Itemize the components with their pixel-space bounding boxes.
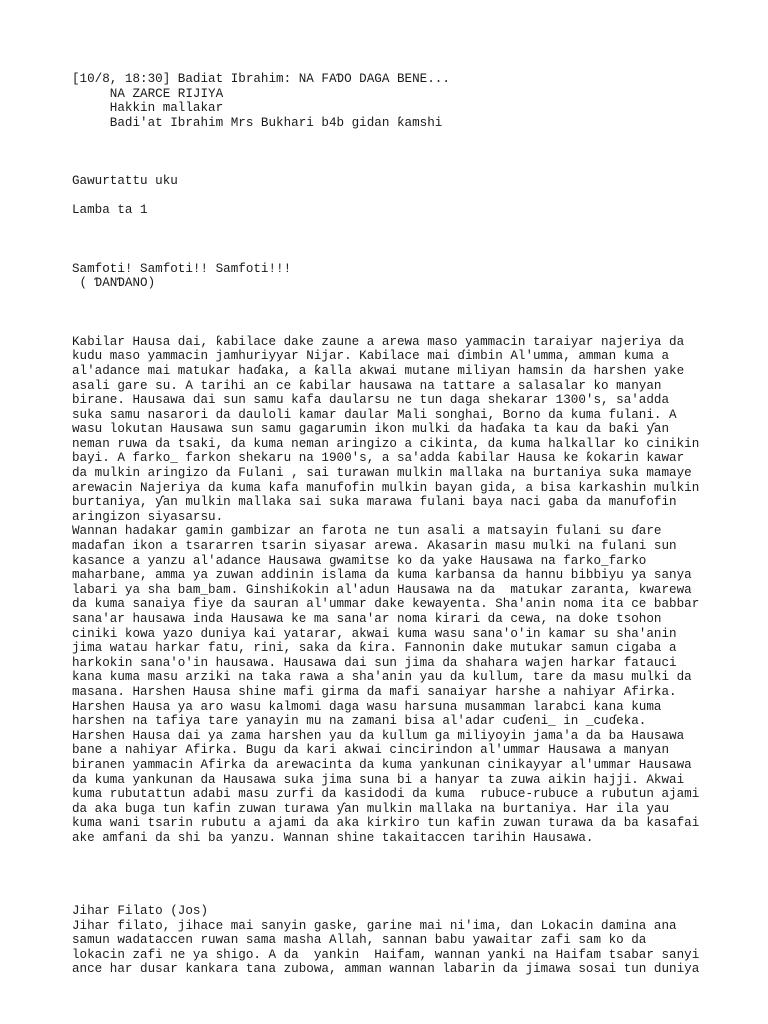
- text-line: aringizon siyasarsu.: [72, 509, 224, 524]
- text-line: al'adance mai matukar haɗaka, a ƙalla akwai mutane miliyan hamsin da harshen yake: [72, 363, 685, 378]
- text-line: da aka buga tun kafin zuwan turawa ƴan mulkin mallaka na burtaniya. Har ila yau: [72, 801, 670, 816]
- text-line: kana kuma masu arziki na taka rawa a sha'anin yau da kullum, tare da masu mulki da: [72, 670, 692, 685]
- text-line: bane a nahiyar Afirka. Bugu da kari akwai cincirindon al'ummar Hausawa a manyan: [72, 743, 670, 758]
- text-line: da kuma sanaiya fiye da sauran al'ummar dake kewayenta. Sha'anin noma ita ce babbar: [72, 597, 700, 612]
- text-line: Harshen Hausa dai ya zama harshen yau da kullum ga miliyoyin jama'a da ba Hausawa: [72, 728, 685, 743]
- paragraph-jos: [72, 904, 712, 977]
- text-line: jima watau harkar fatu, rini, saka da ƙira. Fannonin dake mutukar samun cigaba a: [72, 641, 677, 656]
- text-line: birane. Hausawa dai sun samu kafa daularsu ne tun daga shekarar 1300's, sa'adda: [72, 393, 670, 408]
- text-line: kuma rubutattun adabi masu zurfi da kasidodi da kuma rubuce-rubuce a rubutun ajami: [72, 787, 700, 802]
- text-line: masana. Harshen Hausa shine mafi girma da mafi sanaiyar harshe a nahiyar Afirka.: [72, 684, 677, 699]
- text-line: sana'ar hausawa inda Hausawa ke ma sana'ar noma kirari da cewa, na doke tsohon: [72, 612, 662, 627]
- text-line: ciniki kowa yazo duniya kai yatarar, akwai kuma wasu sana'o'in kamar su sha'anin: [72, 626, 677, 641]
- paragraph-history: [72, 335, 712, 846]
- text-line: harkokin sana'o'in hausawa. Hausawa dai sun jima da shahara wajen harkar fatauci: [72, 655, 677, 670]
- text-line: Harshen Hausa ya aro wasu kalmomi daga wasu harsuna musamman larabci kana kuma: [72, 699, 662, 714]
- document-page: [72, 72, 712, 977]
- section-heading: Lamba ta 1: [72, 203, 148, 218]
- text-line: labari ya sha bam_bam. Ginshiƙokin al'adun Hausawa na da matukar zaranta, kwarewa: [72, 582, 692, 597]
- text-line: neman ruwa da tsaki, da kuma neman aringizo a cikinta, da kuma halkallar ko cinikin: [72, 436, 700, 451]
- text-line: Jihar filato, jihace mai sanyin gaske, garine mai ni'ima, dan Lokacin damina ana: [72, 918, 677, 933]
- text-line: harshen na tafiya tare yanayin mu na zamani bisa al'adar cuɗeni_ in _cuɗeka.: [72, 714, 647, 729]
- text-line: Wannan hadakar gamin gambizar an farota ne tun asali a matsayin fulani su ɗare: [72, 524, 662, 539]
- header-line: Badi'at Ibrahim Mrs Bukhari b4b gidan ƙamshi: [72, 115, 443, 130]
- text-line: maharbane, amma ya zuwan addinin islama da kuma karbansa da hannu bibbiyu ya sanya: [72, 568, 692, 583]
- section-heading: Gawurtattu uku: [72, 174, 178, 189]
- text-line: asali gare su. A tarihi an ce ƙabilar hausawa na tattare a salasalar ko manyan: [72, 378, 662, 393]
- section-heading: ( ƊANƊANO): [72, 276, 156, 291]
- text-line: Kabilar Hausa dai, ƙabilace dake zaune a arewa maso yammacin taraiyar najeriya da: [72, 334, 685, 349]
- text-line: lokacin zafi ne ya shigo. A da yankin Haifam, wannan yanki na Haifam tsabar sanyi: [72, 947, 700, 962]
- text-line: da kuma yankunan da Hausawa suka jima suna bi a hanyar ta zuwa aikin hajji. Akwai: [72, 772, 685, 787]
- text-line: ance har dusar kankara tana zubowa, amman wannan labarin da jimawa sosai tun duniya: [72, 962, 700, 977]
- text-line: wasu lokutan Hausawa sun samu gagarumin ikon mulki da haɗaka ta kau da baƙi ƴan: [72, 422, 670, 437]
- header-line: NA ZARCE RIJIYA: [72, 86, 224, 101]
- text-line: madafan ikon a tsararren tsarin siyasar arewa. Akasarin masu mulki na fulani sun: [72, 539, 677, 554]
- text-line: biranen yammacin Afirka da arewacinta da kuma yankunan cinikayyar al'ummar Hausawa: [72, 757, 692, 772]
- text-line: da mulkin aringizo da Fulani , sai turawan mulkin mallaka na burtaniya suka mamaye: [72, 466, 692, 481]
- text-line: suka samu nasarori da dauloli kamar daular Mali songhai, Borno da kuma fulani. A: [72, 407, 677, 422]
- header-line: Hakkin mallakar: [72, 101, 224, 116]
- text-line: samun wadataccen ruwan sama masha Allah, sannan babu yawaitar zafi sam ko da: [72, 933, 647, 948]
- text-line: kasance a yanzu al'adance Hausawa gwamitse ko da yake Hausawa na farko_farko: [72, 553, 647, 568]
- text-line: ake amfani da shi ba yanzu. Wannan shine takaitaccen tarihin Hausawa.: [72, 830, 594, 845]
- text-line: kuma wani tsarin rubutu a ajami da aka kirkiro tun kafin zuwan turawa da ba kasafai: [72, 816, 700, 831]
- text-line: kudu maso yammacin jamhuriyyar Nijar. Kabilace mai ɗimbin Al'umma, amman kuma a: [72, 349, 670, 364]
- text-line: arewacin Najeriya da kuma kafa manufofin mulkin bayan gida, a bisa karkashin mulkin: [72, 480, 700, 495]
- text-line: burtaniya, ƴan mulkin mallaka sai suka marawa fulani baya naci gaba da manufofin: [72, 495, 677, 510]
- section-heading: Samfoti! Samfoti!! Samfoti!!!: [72, 261, 292, 276]
- header-line: [10/8, 18:30] Badiat Ibrahim: NA FAƊO DAGA BENE...: [72, 72, 450, 86]
- text-line: bayi. A farko_ farkon shekaru na 1900's, a sa'adda ƙabilar Hausa ke ƙokarin kawar: [72, 451, 685, 466]
- text-line: Jihar Filato (Jos): [72, 903, 209, 918]
